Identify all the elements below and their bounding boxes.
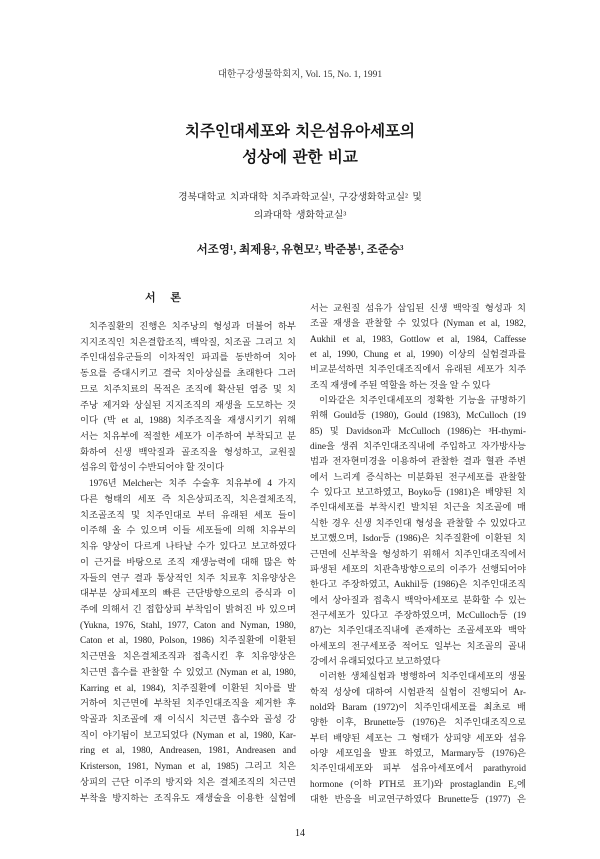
body-text-line: 섬유의 합성이 수반되어야 할 것이다	[80, 463, 225, 474]
body-text-line: 근면에 신부착을 형성하기 위해서 치주인대조직에서	[310, 549, 526, 560]
body-text-line: 치유 양상이 다르게 나타날 수가 있다고 보고하였다	[80, 542, 296, 553]
body-text-line: 이러한 생체실험과 병행하여 치주인대세포의 생물	[319, 672, 526, 683]
body-text-line: ring et al, 1980, Andreasen, 1981, Andreasen and	[80, 746, 296, 757]
page-number: 14	[295, 828, 305, 839]
body-text-line: 주인대섬유군들의 이차적인 파괴를 동반하여 치아	[80, 353, 296, 364]
body-text-line: 악골과 치조골에 재 이식시 치근면 흡수와 골성 강	[80, 714, 296, 725]
left-text-column	[80, 320, 296, 807]
body-text-line: 1976년 Melcher는 치주 수술후 치유부에 4 가지	[89, 479, 296, 490]
body-text-line: Karring et al, 1984), 치주질환에 이환된 치아를 발	[80, 683, 296, 694]
body-text-line: 서는 치유부에 적절한 세포가 이주하여 부착되고 분	[80, 432, 296, 443]
body-text-line: 학적 성상에 대하여 시험관적 실험이 진행되어 Ar-	[310, 687, 526, 698]
body-text-line: 조직 재생에 주된 역할을 하는 것을 알 수 있다	[310, 380, 491, 391]
body-text-line: 거하여 치근면에 부착된 치주인대조직을 제거한 후	[80, 699, 296, 710]
body-text-line: 식한 경우 신생 치주인대 형성을 관찰할 수 있었다고	[310, 518, 526, 529]
body-text-line: 므로 치주치료의 목적은 조직에 확산된 염증 및 치	[80, 384, 296, 395]
body-text-line: 87)는 치주인대조직내에 존재하는 조골세포와 백악	[310, 626, 526, 637]
body-text-line: 부착을 방지하는 조직유도 재생술을 이용한 실험에	[80, 793, 296, 804]
author-list: 서조영¹, 최제용², 유현모², 박준봉¹, 조준승³	[196, 244, 404, 256]
body-text-line: 아양 세포임을 발표 하였고, Marmary등 (1976)은	[310, 748, 526, 759]
body-text-line: 주인대세포를 부착시킨 발치된 치근을 치조골에 매	[310, 503, 526, 514]
body-text-line: nold와 Baram (1972)이 치주인대세포를 최초로 배	[310, 702, 526, 713]
body-text-line: 치주인대세포와 피부 섬유아세포에서 parathyroid	[310, 764, 526, 775]
title-line: 치주인대세포와 치은섬유아세포의	[185, 122, 415, 140]
body-text-line: 수 있다고 보고하였고, Boyko등 (1981)은 배양된 치	[310, 488, 526, 499]
body-text-line: et al, 1990, Chung et al, 1990) 이상의 실험결과를	[310, 350, 526, 361]
section-heading-introduction: 서 론	[144, 292, 181, 304]
body-text-line: 부터 배양된 세포는 그 형태가 상피양 세포와 섬유	[310, 733, 526, 744]
body-text-line: 이주해 올 수 있으며 이들 세포들에 의해 치유부의	[80, 526, 296, 537]
body-text-line: 상피의 근단 이주의 방지와 치은 결체조직의 치근면	[80, 777, 296, 788]
body-text-line: 치조골조직 및 치주인대로 부터 유래된 세포 들이	[80, 510, 296, 521]
body-text-line: hormone (이하 PTH로 표기)와 prostaglandin E₂에	[310, 779, 526, 790]
body-text-line: Aukhil et al, 1983, Gottlow et al, 1984, Caffesse	[310, 334, 526, 345]
body-text-line: 한다고 주장하였고, Aukhil등 (1986)은 치주인대조직	[310, 580, 526, 591]
body-text-line: 양한 이후, Brunette등 (1976)은 치주인대조직으로	[310, 718, 526, 729]
title-line: 성상에 관한 비교	[242, 148, 358, 166]
body-text-line: Caton et al, 1980, Polson, 1986) 치주질환에 이환된	[80, 636, 296, 647]
body-text-line: 보고했으며, Isdor등 (1986)은 치주질환에 이환된 치	[310, 534, 526, 545]
body-text-line: 이와같은 치주인대세포의 정확한 기능을 규명하기	[319, 396, 526, 407]
author-affiliations	[0, 189, 600, 225]
body-text-line: Kristerson, 1981, Nyman et al, 1985) 그리고 치은	[80, 762, 296, 773]
body-text-line: 에서 느리게 증식하는 미분화된 전구세포를 관찰할	[310, 472, 526, 483]
body-text-line: 자들의 연구 결과 통상적인 치주 치료후 치유양상은	[80, 573, 296, 584]
body-text-line: 85) 및 Davidson과 McCulloch (1986)는 ³H-thymi-	[310, 426, 526, 437]
body-text-line: 지지조직인 치은결합조직, 백악질, 치조골 그리고 치	[80, 337, 296, 348]
journal-header: 대한구강생물학회지, Vol. 15, No. 1, 1991	[217, 70, 383, 80]
body-text-line: 치근면을 치은결체조직과 접촉시킨 후 치유양상은	[80, 652, 296, 663]
body-text-line: 다른 형태의 세포 즉 치은상피조직, 치은결체조직,	[80, 494, 296, 505]
body-text-line: 아세포의 전구세포중 적어도 일부는 치조골의 골내	[310, 641, 526, 652]
body-text-line: 대부분 상피세포의 빠른 근단방향으로의 증식과 이	[80, 589, 296, 600]
body-text-line: 주에 의해서 긴 접합상피 부착임이 밝혀진 바 있으며	[80, 604, 296, 615]
body-text-line: 강에서 유래되었다고 보고하였다	[310, 656, 441, 667]
right-text-column	[310, 302, 526, 808]
body-text-line: 파생된 세포의 치관측방향으로의 이주가 선행되어야	[310, 564, 526, 575]
body-text-line: 주낭 제거와 상실된 지지조직의 재생을 도모하는 것	[80, 400, 296, 411]
body-text-line: 에서 상아질과 접촉시 백악아세포로 분화할 수 있는	[310, 595, 526, 606]
body-text-line: 화하여 신생 백악질과 골조직을 형성하고, 교원질	[80, 447, 296, 458]
paper-title	[0, 118, 600, 170]
affiliation-line: 의과대학 생화학교실³	[253, 210, 347, 221]
body-text-line: dine을 생쥐 치주인대조직내에 주입하고 자가방사능	[310, 442, 526, 453]
body-text-line: 조골 재생을 관찰할 수 있었다 (Nyman et al, 1982,	[310, 319, 526, 330]
body-text-line: (Yukna, 1976, Stahl, 1977, Caton and Nyman, 1980,	[80, 620, 296, 631]
body-text-line: 위해 Gould등 (1980), Gould (1983), McCulloch (19	[310, 411, 526, 422]
body-text-line: 치근면 흡수를 관찰할 수 있었고 (Nyman et al, 1980,	[80, 667, 296, 678]
body-text-line: 대한 반응을 비교연구하였다 Brunette등 (1977) 은	[310, 795, 526, 805]
body-text-line: 법과 전자현미경을 이용하여 관찰한 결과 혈관 주변	[310, 457, 526, 468]
body-text-line: 서는 교원질 섬유가 삽입된 신생 백악질 형성과 치	[310, 304, 526, 314]
body-text-line: 이 근거를 바탕으로 조직 재생능력에 대해 많은 학	[80, 557, 296, 568]
body-text-line: 동요를 증대시키고 결국 치아상실를 초래한다 그러	[80, 369, 296, 380]
affiliation-line: 경북대학교 치과대학 치주과학교실¹, 구강생화학교실² 및	[178, 192, 422, 203]
body-text-line: 전구세포가 있다고 주장하였으며, McCulloch등 (19	[310, 610, 526, 621]
body-text-line: 비교분석하면 치주인대조직에서 유래된 세포가 치주	[310, 365, 526, 376]
body-text-line: 치주질환의 진행은 치주낭의 형성과 더불어 하부	[89, 322, 296, 332]
body-text-line: 이다 (박 et al, 1988) 치주조직을 재생시키기 위해	[80, 416, 296, 427]
body-text-line: 직이 야기됨이 보고되었다 (Nyman et al, 1980, Kar-	[80, 730, 296, 741]
